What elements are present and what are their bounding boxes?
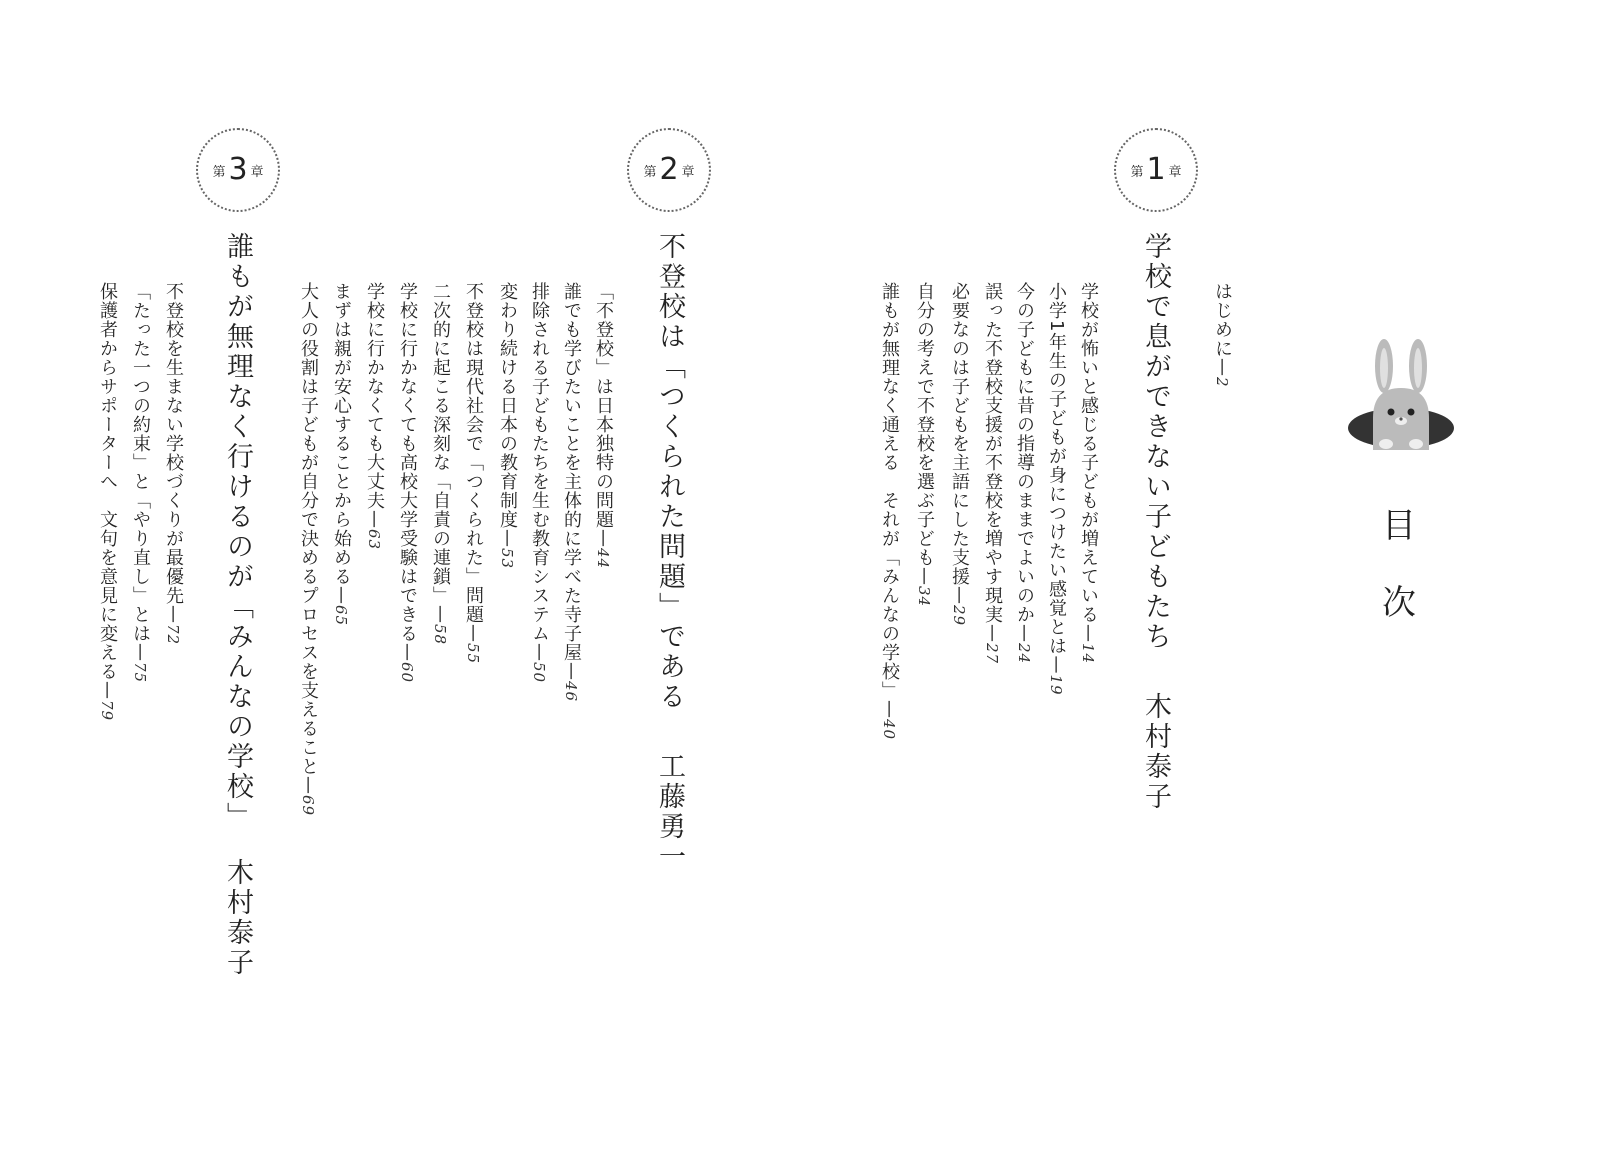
toc-entry[interactable] — [94, 282, 120, 721]
entry-dash: — — [397, 643, 418, 662]
entry-text: 小学1年生の子どもが身につけたい感覚とは — [1046, 282, 1067, 656]
entry-text: 不登校を生まない学校づくりが最優先 — [163, 282, 184, 605]
entry-page: 27 — [983, 643, 1001, 665]
toc-heading-char-1: 目 — [1382, 506, 1416, 546]
entry-dash: — — [430, 605, 451, 624]
chapter-3-title-line — [218, 232, 257, 978]
entry-dash: — — [914, 567, 935, 586]
entry-dash: — — [1046, 655, 1067, 675]
chapter-2-title-line — [650, 232, 689, 872]
entry-page: 29 — [950, 605, 968, 627]
chapter-2-title: 不登校は「つくられた問題」である — [654, 232, 685, 712]
toc-heading-char-2: 次 — [1382, 583, 1416, 623]
entry-text: 学校に行かなくても高校大学受験はできる — [397, 282, 418, 643]
chapter-3-suffix: 章 — [250, 164, 264, 180]
intro-page: 2 — [1213, 377, 1231, 388]
entry-page: 69 — [299, 795, 317, 817]
entry-dash: — — [593, 529, 614, 548]
entry-dash: — — [561, 662, 582, 681]
toc-entry[interactable] — [295, 282, 321, 816]
entry-text: 今の子どもに昔の指導のままでよいのか — [1014, 282, 1035, 624]
entry-text: 「不登校」は日本独特の問題 — [593, 282, 614, 529]
entry-dash: — — [364, 510, 385, 529]
entry-dash: — — [331, 586, 352, 605]
entry-page: 44 — [594, 548, 612, 570]
entry-dash: — — [97, 681, 118, 700]
entry-page: 75 — [131, 662, 149, 684]
entry-text: 変わり続ける日本の教育制度 — [497, 282, 518, 529]
entry-page: 40 — [880, 719, 898, 741]
chapter-3-author: 木村泰子 — [222, 858, 253, 978]
toc-entry[interactable] — [394, 282, 420, 683]
entry-page: 65 — [332, 605, 350, 627]
chapter-1-badge — [1114, 128, 1198, 212]
toc-entry[interactable] — [427, 282, 453, 645]
entry-text: 不登校は現代社会で「つくられた」問題 — [463, 282, 484, 624]
entry-page: 53 — [498, 548, 516, 570]
toc-entry[interactable] — [494, 282, 520, 569]
rabbit-illustration — [1345, 332, 1457, 454]
toc-entry[interactable] — [946, 282, 972, 626]
entry-page: 58 — [431, 624, 449, 646]
entry-page: 55 — [464, 643, 482, 665]
chapter-2-prefix: 第 — [643, 164, 657, 180]
entry-text: 排除される子どもたちを生む教育システム — [529, 282, 550, 643]
entry-text: 誰でも学びたいことを主体的に学べた寺子屋 — [561, 282, 582, 662]
entry-text: 自分の考えで不登校を選ぶ子ども — [914, 282, 935, 567]
chapter-3-title: 誰もが無理なく行けるのが「みんなの学校」 — [222, 232, 253, 832]
toc-entry[interactable] — [160, 282, 186, 645]
entry-text: 保護者からサポーターへ 文句を意見に変える — [97, 282, 118, 681]
entry-text: 学校が怖いと感じる子どもが増えている — [1078, 282, 1099, 624]
entry-page: 46 — [562, 681, 580, 703]
intro-entry[interactable] — [1209, 282, 1235, 388]
entry-text: まずは親が安心することから始める — [331, 282, 352, 586]
toc-entry[interactable] — [911, 282, 937, 607]
chapter-3-number: 3 — [228, 152, 248, 187]
chapter-2-suffix: 章 — [681, 164, 695, 180]
toc-entry[interactable] — [361, 282, 387, 550]
entry-dash: — — [982, 624, 1003, 643]
entry-text: 二次的に起こる深刻な「自責の連鎖」 — [430, 282, 451, 605]
chapter-1-number: 1 — [1146, 152, 1166, 187]
entry-dash: — — [949, 586, 970, 605]
chapter-1-prefix: 第 — [1130, 164, 1144, 180]
chapter-1-title-line — [1136, 232, 1175, 812]
chapter-2-author: 工藤勇一 — [654, 752, 685, 872]
toc-entry[interactable] — [460, 282, 486, 664]
toc-entry[interactable] — [328, 282, 354, 626]
entry-text: 「たった一つの約束」と「やり直し」とは — [130, 282, 151, 643]
entry-dash: — — [1014, 624, 1035, 643]
entry-page: 60 — [398, 662, 416, 684]
entry-page: 24 — [1015, 643, 1033, 665]
entry-text: 必要なのは子どもを主語にした支援 — [949, 282, 970, 586]
entry-page: 14 — [1079, 643, 1097, 665]
toc-entry[interactable] — [558, 282, 584, 702]
toc-entry[interactable] — [876, 282, 902, 740]
toc-entry[interactable] — [1043, 282, 1069, 696]
entry-dash: — — [463, 624, 484, 643]
toc-entry[interactable] — [590, 282, 616, 569]
chapter-2-badge — [627, 128, 711, 212]
toc-entry[interactable] — [979, 282, 1005, 664]
entry-page: 72 — [164, 624, 182, 646]
chapter-1-title: 学校で息ができない子どもたち — [1140, 232, 1171, 652]
chapter-3-badge — [196, 128, 280, 212]
entry-text: 誰もが無理なく通える それが「みんなの学校」 — [879, 282, 900, 700]
entry-text: 学校に行かなくても大丈夫 — [364, 282, 385, 510]
entry-dash: — — [130, 643, 151, 662]
chapter-1-suffix: 章 — [1168, 164, 1182, 180]
entry-dash: — — [298, 776, 319, 795]
entry-dash: — — [497, 529, 518, 548]
intro-label: はじめに — [1212, 282, 1233, 358]
entry-page: 34 — [915, 586, 933, 608]
entry-page: 63 — [365, 529, 383, 551]
entry-page: 19 — [1047, 674, 1065, 696]
toc-entry[interactable] — [127, 282, 153, 683]
entry-page: 50 — [530, 662, 548, 684]
toc-entry[interactable] — [526, 282, 552, 683]
entry-text: 誤った不登校支援が不登校を増やす現実 — [982, 282, 1003, 624]
chapter-3-prefix: 第 — [212, 164, 226, 180]
intro-dash: — — [1212, 358, 1233, 377]
entry-dash: — — [163, 605, 184, 624]
entry-dash: — — [529, 643, 550, 662]
entry-dash: — — [1078, 624, 1099, 643]
chapter-1-author: 木村泰子 — [1140, 692, 1171, 812]
chapter-2-number: 2 — [659, 152, 679, 187]
entry-text: 大人の役割は子どもが自分で決めるプロセスを支えること — [298, 282, 319, 776]
toc-entry[interactable] — [1075, 282, 1101, 664]
entry-dash: — — [879, 700, 900, 719]
toc-entry[interactable] — [1011, 282, 1037, 664]
entry-page: 79 — [98, 700, 116, 722]
